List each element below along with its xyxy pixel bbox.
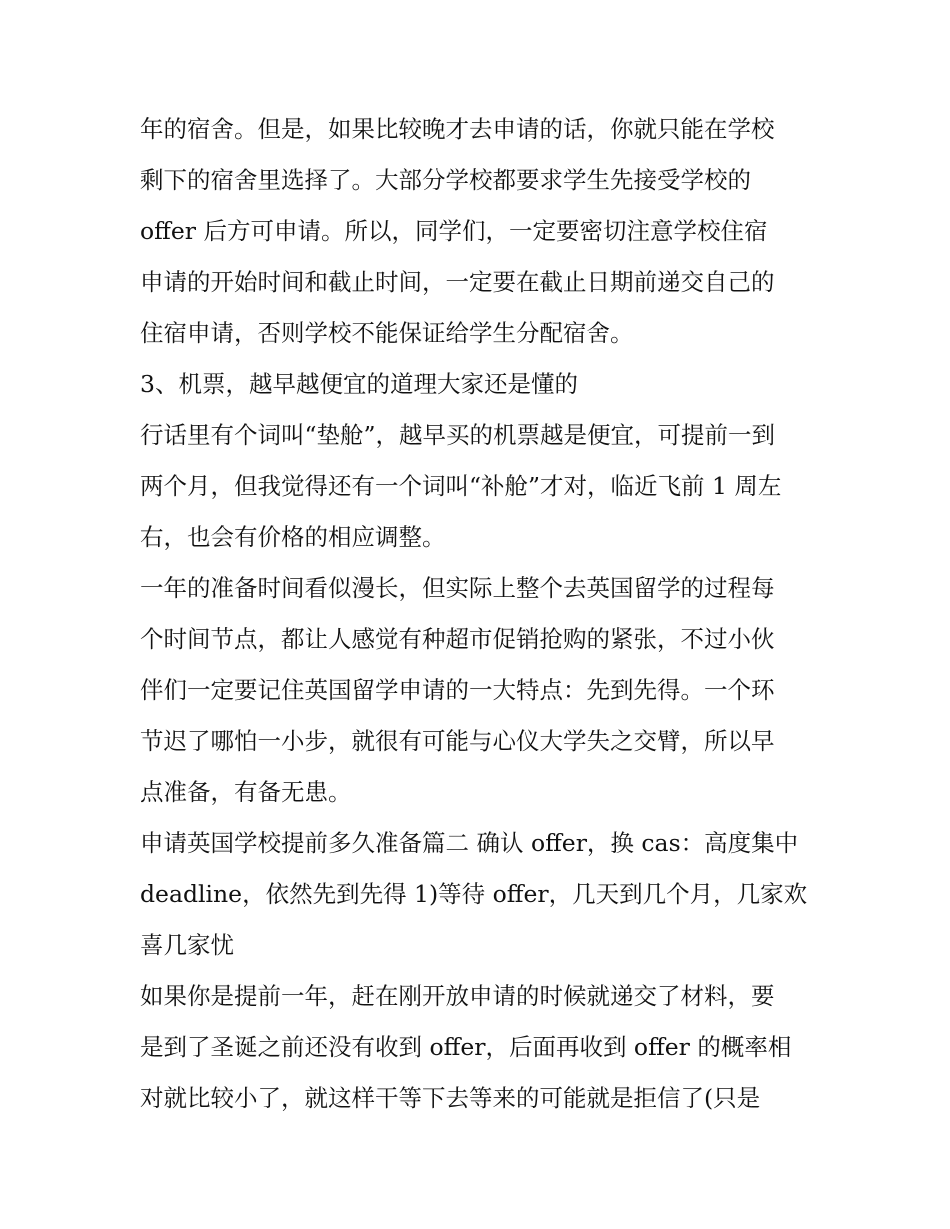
text-line: 剩下的宿舍里选择了。大部分学校都要求学生先接受学校的 [140,166,751,194]
text-line: 行话里有个词叫“垫舱”，越早买的机票越是便宜，可提前一到 [140,421,776,449]
text-line: 3、机票，越早越便宜的道理大家还是懂的 [140,370,578,398]
paragraph-flight-tickets [140,410,830,563]
text-line: 个时间节点，都让人感觉有种超市促销抢购的紧张，不过小伙 [140,625,775,653]
text-line: 节迟了哪怕一小步，就很有可能与心仪大学失之交臂，所以早 [140,727,775,755]
text-line: 一年的准备时间看似漫长，但实际上整个去英国留学的过程每 [140,574,775,602]
text-line: 住宿申请，否则学校不能保证给学生分配宿舍。 [140,319,634,347]
document-body [140,104,830,1124]
text-line: 如果你是提前一年，赶在刚开放申请的时候就递交了材料，要 [140,982,775,1010]
text-line: 是到了圣诞之前还没有收到 offer，后面再收到 offer 的概率相 [140,1033,792,1061]
text-line: 申请的开始时间和截止时间，一定要在截止日期前递交自己的 [140,268,775,296]
text-line: deadline，依然先到先得 1)等待 offer，几天到几个月，几家欢 [140,880,808,908]
text-line: 点准备，有备无患。 [140,778,352,806]
text-line: 两个月，但我觉得还有一个词叫“补舱”才对，临近飞前 1 周左 [140,472,782,500]
text-line: offer 后方可申请。所以，同学们，一定要密切注意学校住宿 [140,217,768,245]
section-heading-flight-tickets [140,359,830,410]
paragraph-waiting-offer [140,971,830,1124]
text-line: 右，也会有价格的相应调整。 [140,523,446,551]
text-line: 伴们一定要记住英国留学申请的一大特点：先到先得。一个环 [140,676,775,704]
paragraph-preparation-time [140,563,830,818]
text-line: 喜几家忧 [140,931,234,959]
text-line: 申请英国学校提前多久准备篇二 确认 offer，换 cas：高度集中 [140,829,799,857]
section-heading-confirm-offer [140,818,830,971]
paragraph-accommodation [140,104,830,359]
text-line: 对就比较小了，就这样干等下去等来的可能就是拒信了(只是 [140,1084,761,1112]
text-line: 年的宿舍。但是，如果比较晚才去申请的话，你就只能在学校 [140,115,775,143]
